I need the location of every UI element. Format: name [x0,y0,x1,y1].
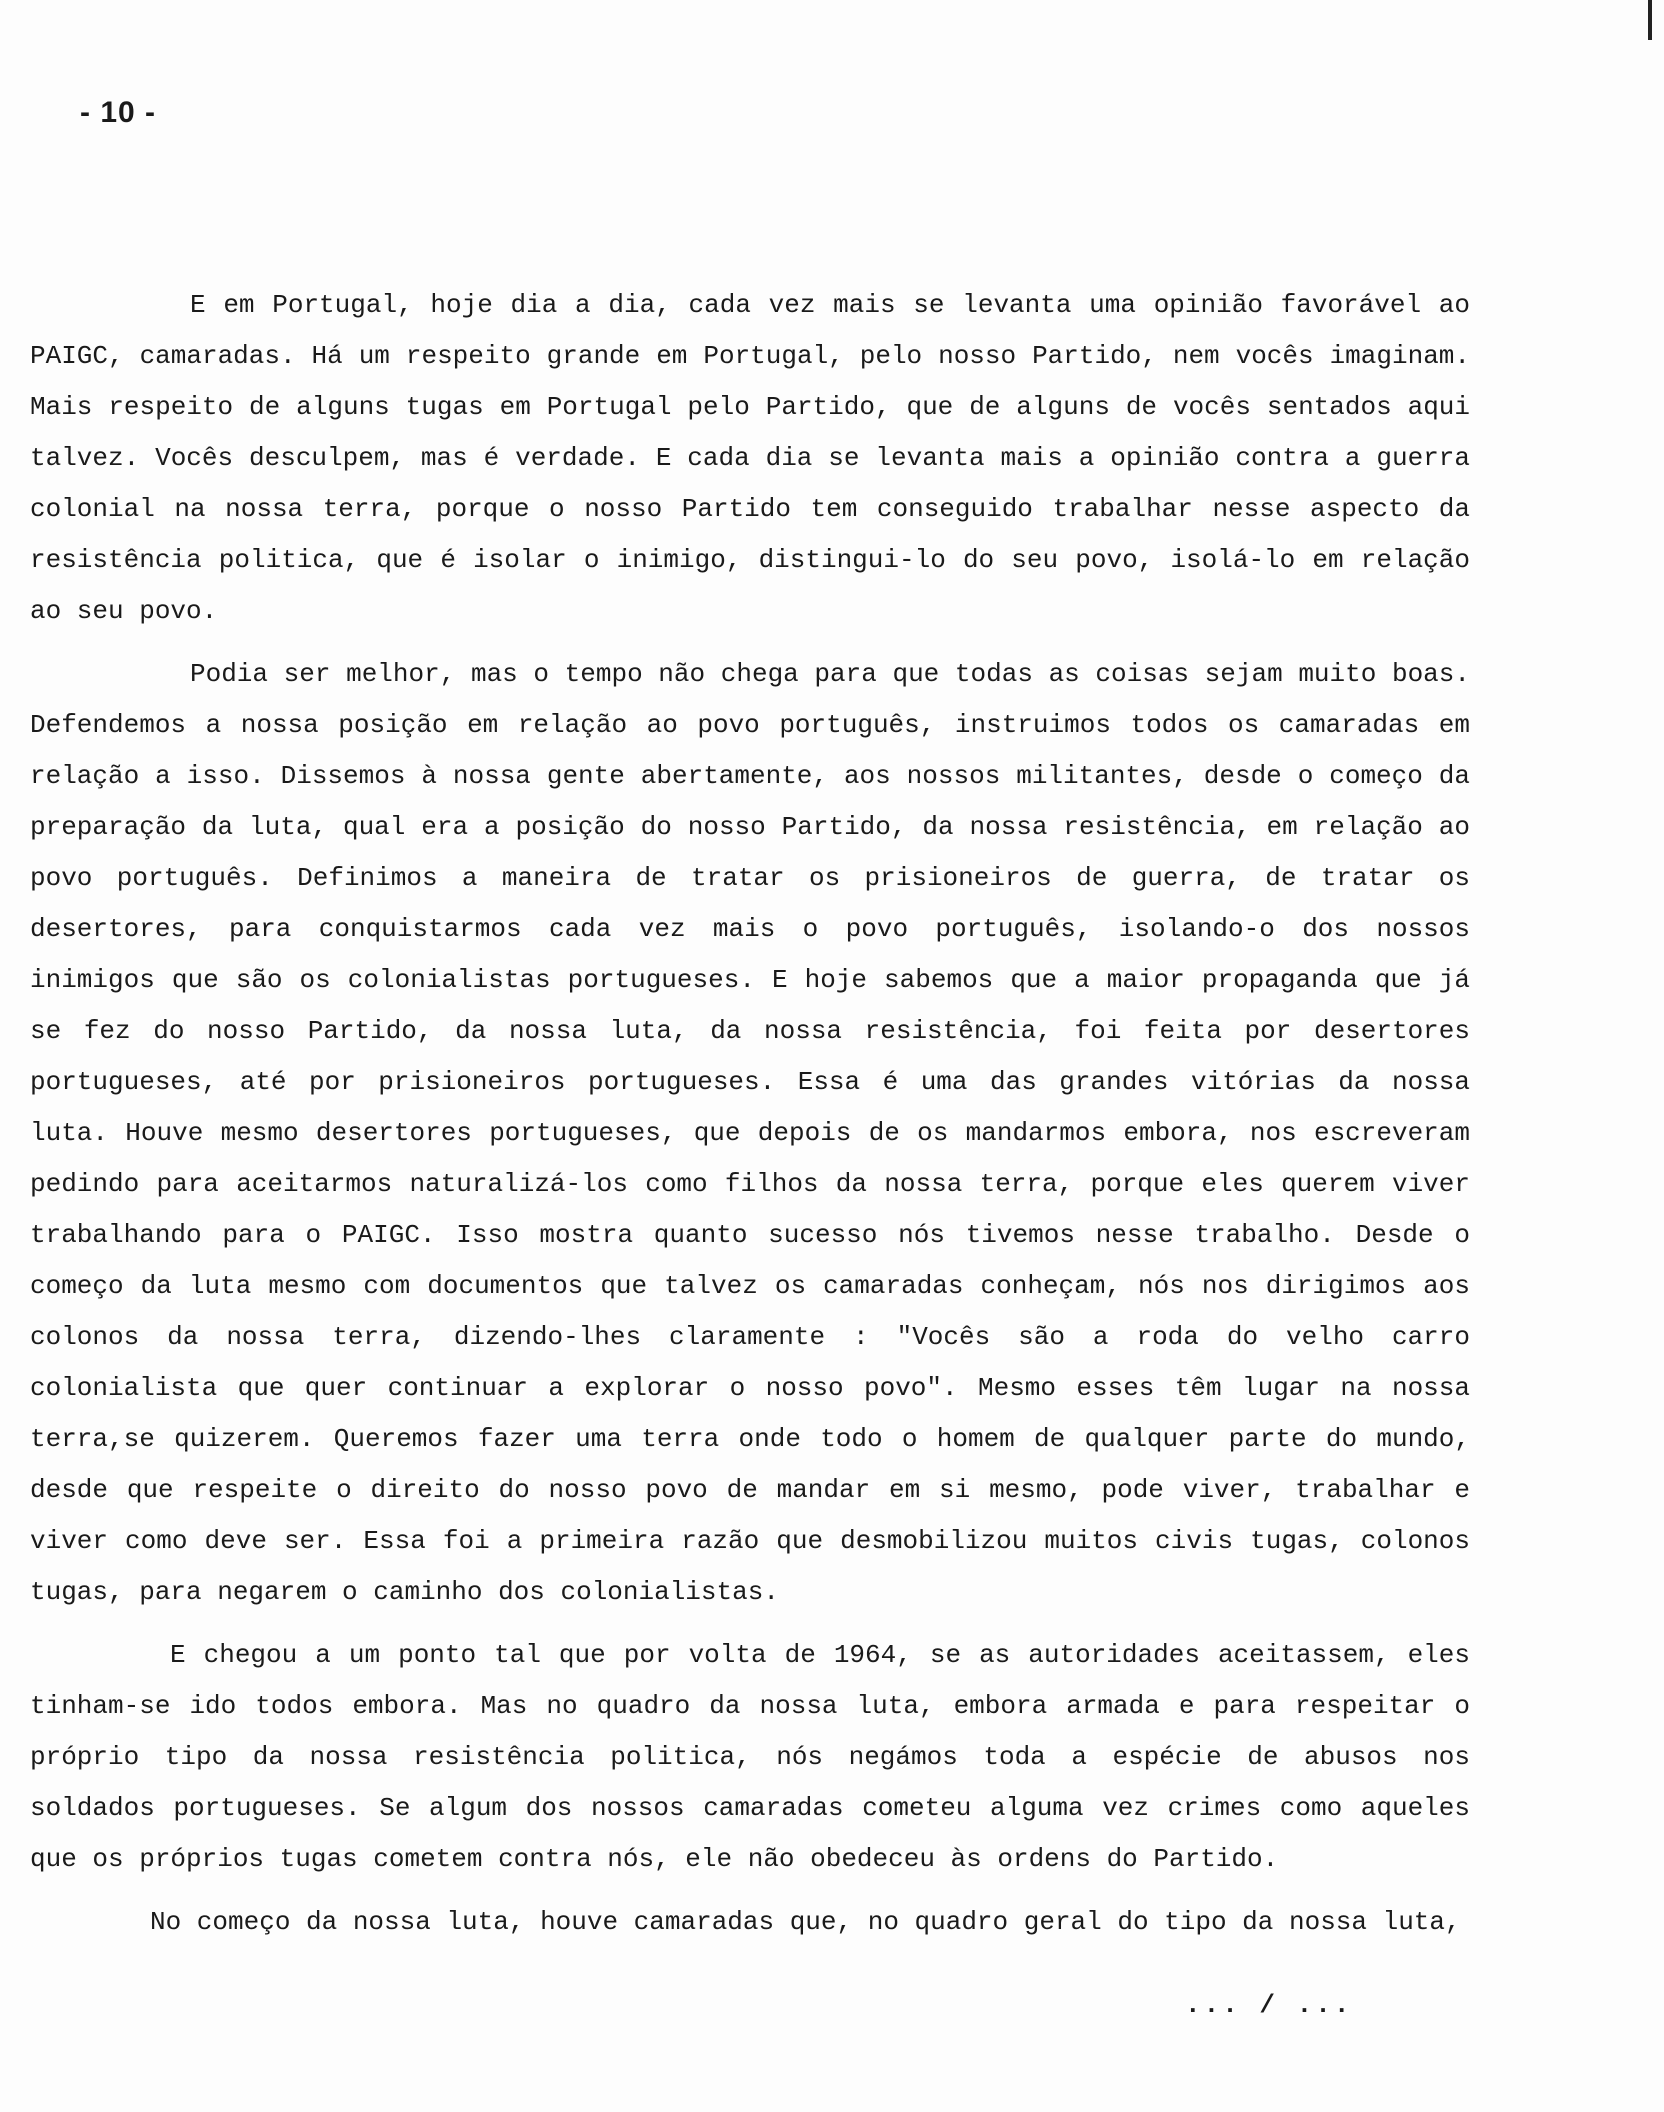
paragraph-3: E chegou a um ponto tal que por volta de 1964, se as autoridades aceitassem, eles tinham-se ido todos embora. Mas no quadro da nossa luta, embora armada e para respeitar o próprio tipo da nossa resistência politica, nós negámos toda a espécie de abusos nos soldados portugueses. Se algum dos nossos camaradas cometeu alguma vez crimes como aqueles que os próprios tugas cometem contra nós, ele não obedeceu às ordens do Partido. [30,1640,1470,1874]
paragraph-1: E em Portugal, hoje dia a dia, cada vez mais se levanta uma opinião favorável ao PAIGC, camaradas. Há um respeito grande em Portugal, pelo nosso Partido, nem vocês imaginam. Mais respeito de alguns tugas em Portugal pelo Partido, que de alguns de vocês sentados aqui talvez. Vocês desculpem, mas é verdade. E cada dia se levanta mais a opinião contra a guerra colonial na nossa terra, porque o nosso Partido tem conseguido trabalhar nesse aspecto da resistência politica, que é isolar o inimigo, distingui-lo do seu povo, isolá-lo em relação ao seu povo. [30,290,1470,626]
body-text [30,280,1470,1960]
paragraph-2: Podia ser melhor, mas o tempo não chega para que todas as coisas sejam muito boas. Defendemos a nossa posição em relação ao povo português, instruimos todos os camaradas em relação a isso. Dissemos à nossa gente abertamente, aos nossos militantes, desde o começo da preparação da luta, qual era a posição do nosso Partido, da nossa resistência, em relação ao povo português. Definimos a maneira de tratar os prisioneiros de guerra, de tratar os desertores, para conquistarmos cada vez mais o povo português, isolando-o dos nossos inimigos que são os colonialistas portugueses. E hoje sabemos que a maior propaganda que já se fez do nosso Partido, da nossa luta, da nossa resistência, foi feita por desertores portugueses, até por prisioneiros portugueses. Essa é uma das grandes vitórias da nossa luta. Houve mesmo desertores portugueses, que depois de os mandarmos embora, nos escreveram pedindo para aceitarmos naturalizá-los como filhos da nossa terra, porque eles querem viver trabalhando para o PAIGC. Isso mostra quanto sucesso nós tivemos nesse trabalho. Desde o começo da luta mesmo com documentos que talvez os camaradas conheçam, nós nos dirigimos aos colonos da nossa terra, dizendo-lhes claramente : "Vocês são a roda do velho carro colonialista que quer continuar a explorar o nosso povo". Mesmo esses têm lugar na nossa terra,se quizerem. Queremos fazer uma terra onde todo o homem de qualquer parte do mundo, desde que respeite o direito do nosso povo de mandar em si mesmo, pode viver, trabalhar e viver como deve ser. Essa foi a primeira razão que desmobilizou muitos civis tugas, colonos tugas, para negarem o caminho dos colonialistas. [30,659,1470,1607]
scan-edge-mark [1648,0,1652,40]
page-number: - 10 - [80,96,157,129]
continuation-mark: ... / ... [1185,1990,1353,2020]
paragraph-4: No começo da nossa luta, houve camaradas que, no quadro geral do tipo da nossa luta, [150,1907,1461,1937]
